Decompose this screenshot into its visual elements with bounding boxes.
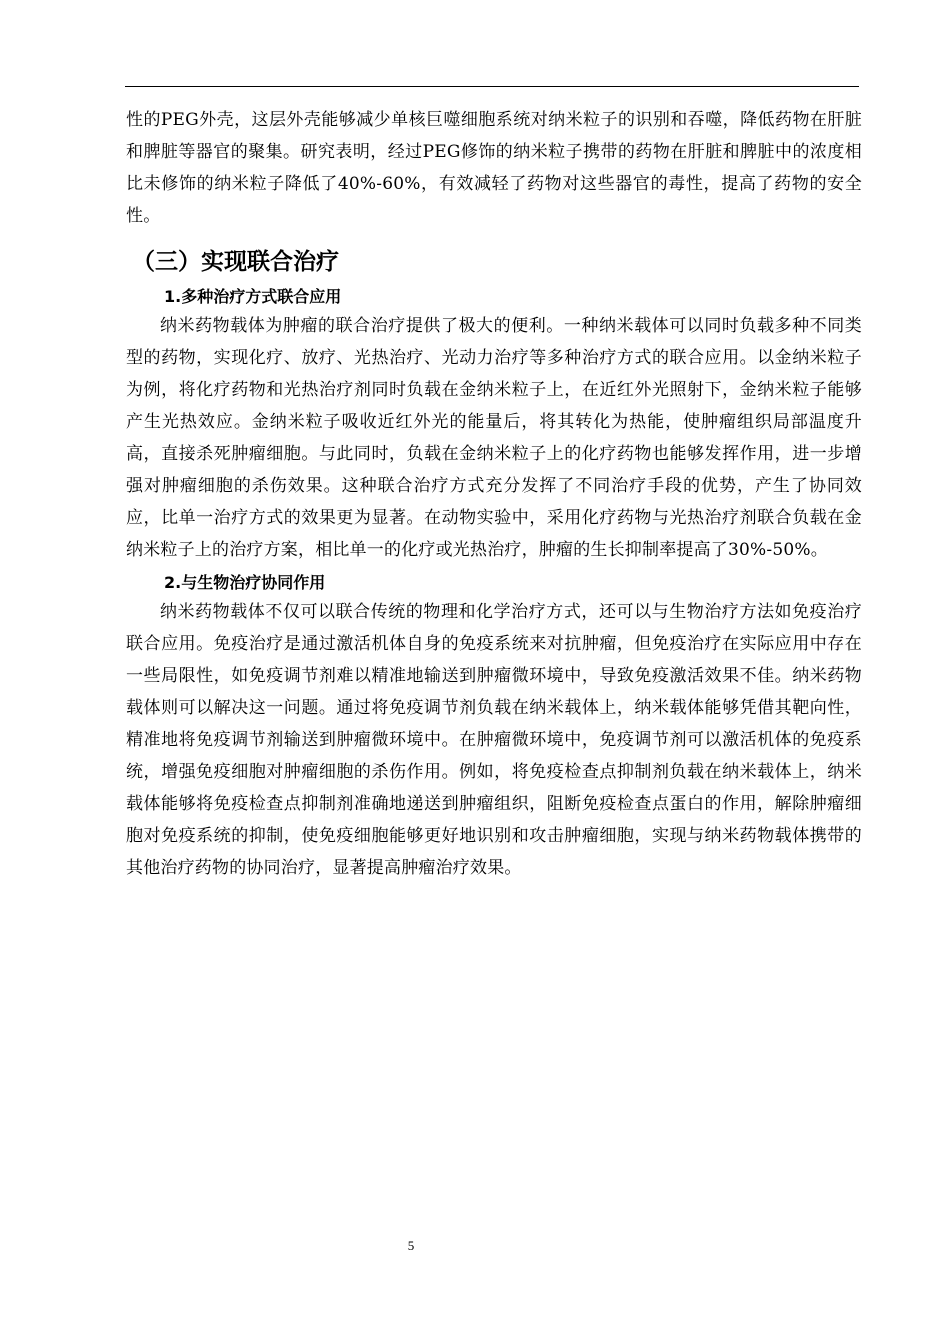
subsection-paragraph-2: 纳米药物载体不仅可以联合传统的物理和化学治疗方式，还可以与生物治疗方法如免疫治疗联合应用。免疫治疗是通过激活机体自身的免疫系统来对抗肿瘤，但免疫治疗在实际应用中存在一些局限性，如免疫调节剂难以精准地输送到肿瘤微环境中，导致免疫激活效果不佳。纳米药物载体则可以解决这一问题。通过将免疫调节剂负载在纳米载体上，纳米载体能够凭借其靶向性，精准地将免疫调节剂输送到肿瘤微环境中。在肿瘤微环境中，免疫调节剂可以激活机体的免疫系统，增强免疫细胞对肿瘤细胞的杀伤作用。例如，将免疫检查点抑制剂负载在纳米载体上，纳米载体能够将免疫检查点抑制剂准确地递送到肿瘤组织，阻断免疫检查点蛋白的作用，解除肿瘤细胞对免疫系统的抑制，使免疫细胞能够更好地识别和攻击肿瘤细胞，实现与纳米药物载体携带的其他治疗药物的协同治疗，显著提高肿瘤治疗效果。: [126, 602, 862, 878]
document-body: [126, 104, 862, 884]
section-heading: （三）实现联合治疗: [132, 249, 339, 275]
intro-paragraph: 性的PEG外壳，这层外壳能够减少单核巨噬细胞系统对纳米粒子的识别和吞噬，降低药物在肝脏和脾脏等器官的聚集。研究表明，经过PEG修饰的纳米粒子携带的药物在肝脏和脾脏中的浓度相比未修饰的纳米粒子降低了40%-60%，有效减轻了药物对这些器官的毒性，提高了药物的安全性。: [126, 110, 862, 226]
subsection-heading-2: 2.与生物治疗协同作用: [164, 573, 326, 592]
subsection-paragraph-1: 纳米药物载体为肿瘤的联合治疗提供了极大的便利。一种纳米载体可以同时负载多种不同类型的药物，实现化疗、放疗、光热治疗、光动力治疗等多种治疗方式的联合应用。以金纳米粒子为例，将化疗药物和光热治疗剂同时负载在金纳米粒子上，在近红外光照射下，金纳米粒子能够产生光热效应。金纳米粒子吸收近红外光的能量后，将其转化为热能，使肿瘤组织局部温度升高，直接杀死肿瘤细胞。与此同时，负载在金纳米粒子上的化疗药物也能够发挥作用，进一步增强对肿瘤细胞的杀伤效果。这种联合治疗方式充分发挥了不同治疗手段的优势，产生了协同效应，比单一治疗方式的效果更为显著。在动物实验中，采用化疗药物与光热治疗剂联合负载在金纳米粒子上的治疗方案，相比单一的化疗或光热治疗，肿瘤的生长抑制率提高了30%-50%。: [126, 316, 862, 560]
page-number: 5: [407, 1238, 415, 1253]
subsection-heading-1: 1.多种治疗方式联合应用: [164, 287, 342, 306]
header-rule: [125, 86, 859, 87]
